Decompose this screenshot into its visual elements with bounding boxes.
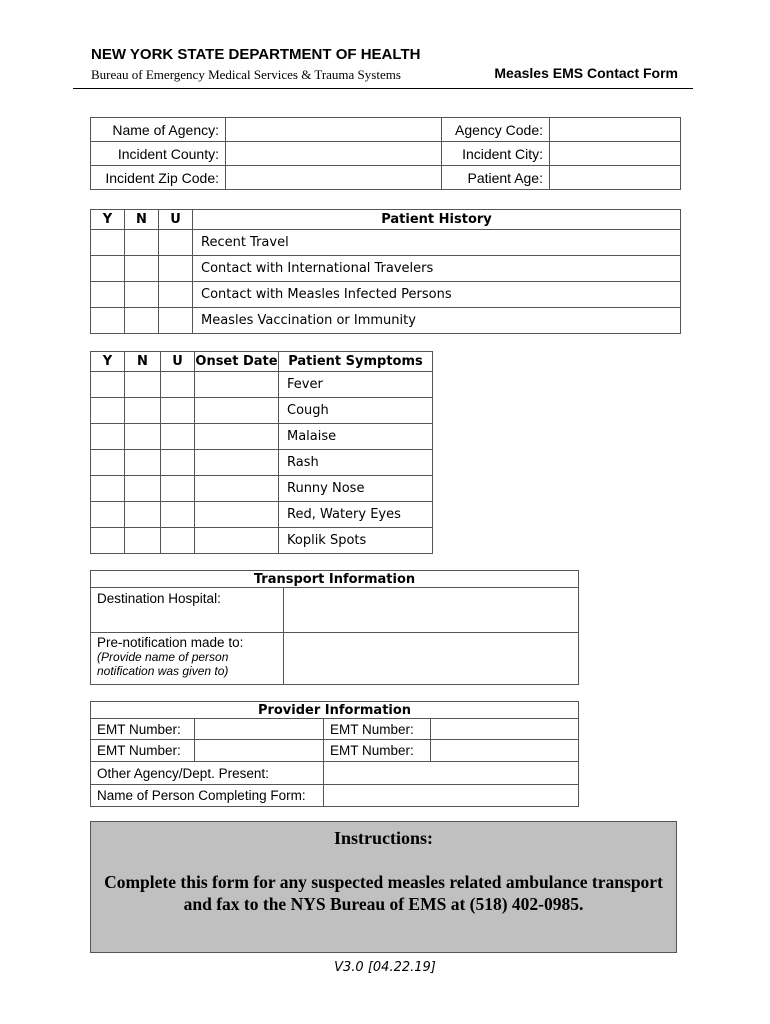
incident-city-field[interactable] <box>550 142 681 166</box>
patient-age-field[interactable] <box>550 166 681 190</box>
department-title: NEW YORK STATE DEPARTMENT OF HEALTH <box>91 46 421 63</box>
instructions-title: Instructions: <box>333 828 433 848</box>
symptom-row <box>91 450 433 476</box>
symptom-item: Rash <box>279 450 433 476</box>
symptom-onset-field[interactable] <box>195 450 279 476</box>
history-row <box>91 230 681 256</box>
form-name: Measles EMS Contact Form <box>494 65 678 81</box>
history-no-cell[interactable] <box>125 308 159 334</box>
bureau-subtitle: Bureau of Emergency Medical Services & Trauma Systems <box>91 67 401 82</box>
emt-number-label: EMT Number: <box>91 740 195 762</box>
destination-hospital-label: Destination Hospital: <box>91 588 284 633</box>
prenotification-note: (Provide name of person notification was given to) <box>97 650 229 678</box>
agency-code-label: Agency Code: <box>442 118 550 142</box>
incident-zip-field[interactable] <box>226 166 442 190</box>
history-unknown-cell[interactable] <box>159 256 193 282</box>
symptom-item: Fever <box>279 372 433 398</box>
history-row <box>91 282 681 308</box>
symptom-yes-cell[interactable] <box>91 424 125 450</box>
prenotification-label-cell <box>91 633 284 685</box>
symptom-unknown-cell[interactable] <box>161 450 195 476</box>
symptom-row <box>91 476 433 502</box>
symptom-unknown-cell[interactable] <box>161 372 195 398</box>
symptom-row <box>91 528 433 554</box>
incident-city-label: Incident City: <box>442 142 550 166</box>
symptom-yes-cell[interactable] <box>91 528 125 554</box>
symptoms-title: Patient Symptoms <box>279 352 433 372</box>
symptoms-col-no: N <box>125 352 161 372</box>
history-unknown-cell[interactable] <box>159 230 193 256</box>
history-item: Contact with International Travelers <box>193 256 681 282</box>
emt-number-label: EMT Number: <box>324 740 431 762</box>
symptom-yes-cell[interactable] <box>91 502 125 528</box>
incident-info-table <box>90 117 681 190</box>
symptom-row <box>91 502 433 528</box>
patient-age-label: Patient Age: <box>442 166 550 190</box>
history-yes-cell[interactable] <box>91 256 125 282</box>
symptom-no-cell[interactable] <box>125 502 161 528</box>
transport-info-table <box>90 570 579 685</box>
symptom-row <box>91 424 433 450</box>
symptom-yes-cell[interactable] <box>91 398 125 424</box>
incident-county-field[interactable] <box>226 142 442 166</box>
history-col-yes: Y <box>91 210 125 230</box>
history-item: Measles Vaccination or Immunity <box>193 308 681 334</box>
symptoms-col-unknown: U <box>161 352 195 372</box>
destination-hospital-field[interactable] <box>284 588 579 633</box>
transport-title: Transport Information <box>91 571 579 588</box>
symptoms-col-yes: Y <box>91 352 125 372</box>
history-unknown-cell[interactable] <box>159 282 193 308</box>
symptom-onset-field[interactable] <box>195 502 279 528</box>
emt-number-field[interactable] <box>195 740 324 762</box>
patient-history-table <box>90 209 681 334</box>
history-row <box>91 256 681 282</box>
symptom-item: Red, Watery Eyes <box>279 502 433 528</box>
emt-number-label: EMT Number: <box>91 719 195 740</box>
provider-info-table <box>90 701 579 807</box>
prenotification-label: Pre-notification made to: <box>97 635 244 650</box>
symptom-no-cell[interactable] <box>125 450 161 476</box>
completing-person-label: Name of Person Completing Form: <box>91 785 324 807</box>
symptom-row <box>91 372 433 398</box>
symptoms-col-onset: Onset Date <box>195 352 279 372</box>
symptom-unknown-cell[interactable] <box>161 424 195 450</box>
symptom-unknown-cell[interactable] <box>161 528 195 554</box>
symptom-onset-field[interactable] <box>195 476 279 502</box>
history-yes-cell[interactable] <box>91 230 125 256</box>
provider-title: Provider Information <box>91 702 579 719</box>
symptom-no-cell[interactable] <box>125 398 161 424</box>
symptom-item: Koplik Spots <box>279 528 433 554</box>
symptom-item: Runny Nose <box>279 476 433 502</box>
history-no-cell[interactable] <box>125 230 159 256</box>
form-version: V3.0 [04.22.19] <box>334 960 436 975</box>
history-no-cell[interactable] <box>125 282 159 308</box>
history-unknown-cell[interactable] <box>159 308 193 334</box>
symptom-no-cell[interactable] <box>125 424 161 450</box>
symptom-yes-cell[interactable] <box>91 372 125 398</box>
header-divider <box>73 88 693 89</box>
history-row <box>91 308 681 334</box>
emt-number-label: EMT Number: <box>324 719 431 740</box>
history-item: Recent Travel <box>193 230 681 256</box>
instructions-box <box>90 821 677 953</box>
history-yes-cell[interactable] <box>91 308 125 334</box>
symptom-onset-field[interactable] <box>195 528 279 554</box>
agency-name-field[interactable] <box>226 118 442 142</box>
instructions-body: Complete this form for any suspected measles related ambulance transport and fax to the NYS Bureau of EMS at (518) 402-0985. <box>104 872 663 914</box>
incident-zip-label: Incident Zip Code: <box>91 166 226 190</box>
emt-number-field[interactable] <box>195 719 324 740</box>
symptom-unknown-cell[interactable] <box>161 476 195 502</box>
history-col-unknown: U <box>159 210 193 230</box>
history-title: Patient History <box>193 210 681 230</box>
symptom-unknown-cell[interactable] <box>161 398 195 424</box>
history-col-no: N <box>125 210 159 230</box>
symptom-unknown-cell[interactable] <box>161 502 195 528</box>
symptom-item: Cough <box>279 398 433 424</box>
symptom-row <box>91 398 433 424</box>
symptom-yes-cell[interactable] <box>91 476 125 502</box>
incident-county-label: Incident County: <box>91 142 226 166</box>
emt-number-field[interactable] <box>431 719 579 740</box>
agency-code-field[interactable] <box>550 118 681 142</box>
emt-number-field[interactable] <box>431 740 579 762</box>
other-agency-label: Other Agency/Dept. Present: <box>91 762 324 785</box>
history-no-cell[interactable] <box>125 256 159 282</box>
agency-name-label: Name of Agency: <box>91 118 226 142</box>
history-yes-cell[interactable] <box>91 282 125 308</box>
completing-person-field[interactable] <box>324 785 579 807</box>
symptom-no-cell[interactable] <box>125 372 161 398</box>
other-agency-field[interactable] <box>324 762 579 785</box>
patient-symptoms-table <box>90 351 433 554</box>
symptom-onset-field[interactable] <box>195 372 279 398</box>
symptom-onset-field[interactable] <box>195 398 279 424</box>
symptom-yes-cell[interactable] <box>91 450 125 476</box>
symptom-onset-field[interactable] <box>195 424 279 450</box>
symptom-no-cell[interactable] <box>125 528 161 554</box>
symptom-no-cell[interactable] <box>125 476 161 502</box>
symptom-item: Malaise <box>279 424 433 450</box>
history-item: Contact with Measles Infected Persons <box>193 282 681 308</box>
prenotification-field[interactable] <box>284 633 579 685</box>
